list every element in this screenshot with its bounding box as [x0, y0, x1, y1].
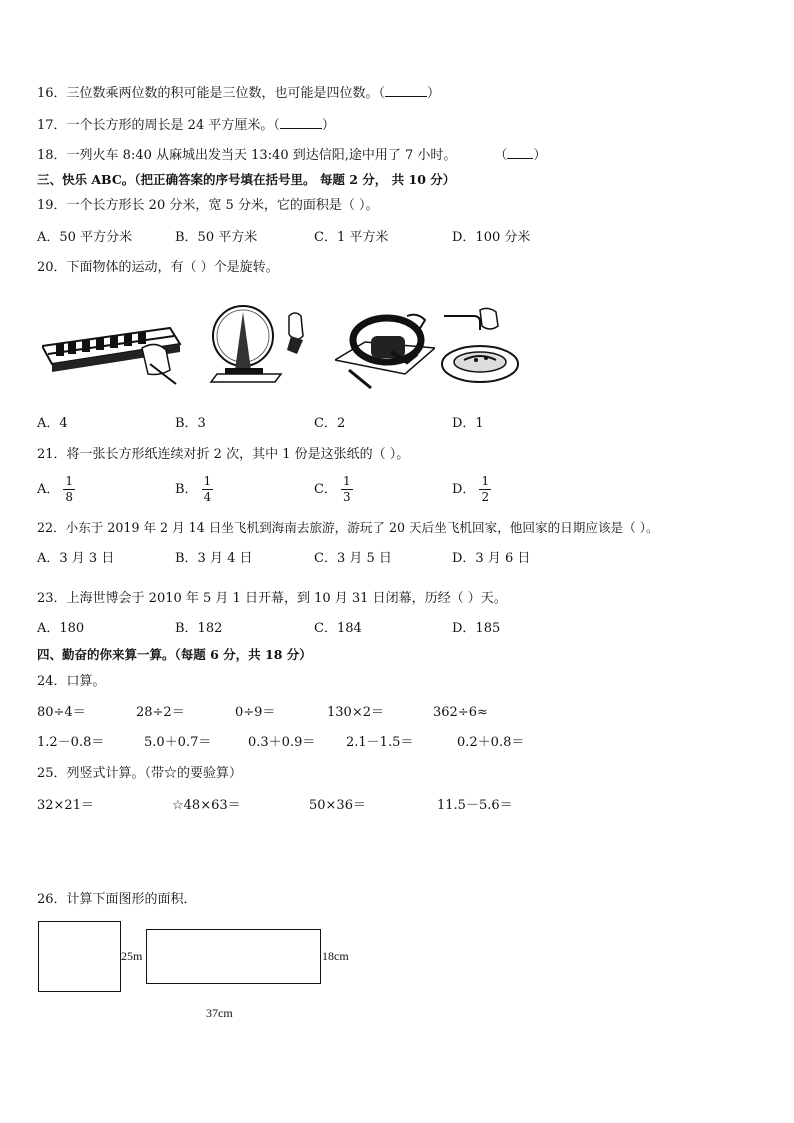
- rectangle-height-label: 18cm: [322, 949, 349, 963]
- q22-option-b[interactable]: B．3 月 4 日: [175, 551, 253, 566]
- question-20-text: 20．下面物体的运动，有（ ）个是旋转。: [37, 260, 279, 275]
- q20-option-d[interactable]: D．1: [452, 416, 484, 431]
- question-17: 17．一个长方形的周长是 24 平方厘米。（ ）: [37, 115, 335, 135]
- faucet-picture: [440, 306, 530, 390]
- oral-calc-item: 0.3＋0.9＝: [248, 735, 316, 750]
- question-19-text: 19．一个长方形长 20 分米，宽 5 分米，它的面积是（ ）。: [37, 198, 379, 213]
- q23-option-c[interactable]: C．184: [314, 621, 362, 636]
- question-17-text: 17．一个长方形的周长是 24 平方厘米。（: [37, 118, 280, 133]
- abacus-picture: [42, 318, 182, 390]
- oral-calc-item: 2.1－1.5＝: [346, 735, 414, 750]
- q21-option-d[interactable]: D． $\frac{1}{2}$: [452, 474, 490, 504]
- oral-calc-item: 28÷2＝: [136, 705, 185, 720]
- q20-option-b[interactable]: B．3: [175, 416, 206, 431]
- q21-option-b[interactable]: B． $\frac{1}{4}$: [175, 474, 212, 504]
- fraction: $\frac{1}{4}$: [203, 474, 212, 504]
- question-23-text: 23．上海世博会于 2010 年 5 月 1 日开幕，到 10 月 31 日闭幕，历经（ ）天。: [37, 591, 507, 606]
- oral-calc-item: 0.2＋0.8＝: [457, 735, 525, 750]
- rectangle-width-label: 37cm: [206, 1006, 233, 1020]
- globe-picture: [205, 302, 317, 386]
- q22-option-c[interactable]: C．3 月 5 日: [314, 551, 392, 566]
- answer-blank-16[interactable]: [385, 83, 427, 97]
- square-figure: [38, 921, 121, 992]
- q21-option-a[interactable]: A． $\frac{1}{8}$: [37, 474, 74, 504]
- q20-option-a[interactable]: A．4: [37, 416, 68, 431]
- answer-blank-18[interactable]: [507, 145, 533, 159]
- q22-option-d[interactable]: D．3 月 6 日: [452, 551, 531, 566]
- section-3-heading: 三、快乐 ABC。（把正确答案的序号填在括号里。 每题 2 分， 共 10 分）: [37, 172, 456, 187]
- q20-option-c[interactable]: C．2: [314, 416, 346, 431]
- rectangle-figure: [146, 929, 321, 984]
- question-26-text: 26．计算下面图形的面积．: [37, 892, 197, 907]
- oral-calc-item: 362÷6≈: [433, 705, 488, 720]
- q23-option-a[interactable]: A．180: [37, 621, 85, 636]
- question-21-text: 21．将一张长方形纸连续对折 2 次，其中 1 份是这张纸的（ ）。: [37, 447, 410, 462]
- q23-option-b[interactable]: B．182: [175, 621, 223, 636]
- oral-calc-item: 130×2＝: [327, 705, 384, 720]
- question-16-text: 16．三位数乘两位数的积可能是三位数，也可能是四位数。（: [37, 86, 386, 101]
- q22-option-a[interactable]: A．3 月 3 日: [37, 551, 115, 566]
- oral-calc-item: 5.0＋0.7＝: [144, 735, 212, 750]
- fraction: $\frac{1}{8}$: [65, 474, 74, 504]
- question-22-text: 22．小东于 2019 年 2 月 14 日坐飞机到海南去旅游，游玩了 20 天后坐飞机回家，他回家的日期应该是（ ）。: [37, 520, 659, 535]
- question-16: 16．三位数乘两位数的积可能是三位数，也可能是四位数。（ ）: [37, 83, 440, 103]
- fraction: $\frac{1}{2}$: [481, 474, 490, 504]
- question-24-text: 24．口算。: [37, 674, 106, 689]
- oral-calc-item: 0÷9＝: [235, 705, 276, 720]
- steering-wheel-picture: [335, 312, 435, 392]
- q19-option-c[interactable]: C．1 平方米: [314, 230, 389, 245]
- oral-calc-item: 1.2－0.8＝: [37, 735, 105, 750]
- q19-option-b[interactable]: B．50 平方米: [175, 230, 258, 245]
- oral-calc-item: 80÷4＝: [37, 705, 86, 720]
- question-25-text: 25．列竖式计算。（带☆的要验算）: [37, 766, 243, 781]
- q19-option-d[interactable]: D．100 分米: [452, 230, 531, 245]
- answer-blank-17[interactable]: [280, 115, 322, 129]
- q19-option-a[interactable]: A．50 平方分米: [37, 230, 133, 245]
- vertical-calc-item: 32×21＝: [37, 798, 94, 813]
- question-18: 18．一列火车 8:40 从麻城出发当天 13:40 到达信阳,途中用了 7 小时。 （ ）: [37, 145, 546, 165]
- question-18-text: 18．一列火车 8:40 从麻城出发当天 13:40 到达信阳,途中用了 7 小时。: [37, 148, 457, 163]
- fraction: $\frac{1}{3}$: [342, 474, 351, 504]
- vertical-calc-item: 50×36＝: [309, 798, 366, 813]
- section-4-heading: 四、勤奋的你来算一算。（每题 6 分，共 18 分）: [37, 647, 312, 662]
- q21-option-c[interactable]: C． $\frac{1}{3}$: [314, 474, 351, 504]
- vertical-calc-item: ☆48×63＝: [172, 798, 241, 813]
- q23-option-d[interactable]: D．185: [452, 621, 501, 636]
- square-side-label: 25m: [121, 949, 143, 963]
- vertical-calc-item: 11.5－5.6＝: [437, 798, 513, 813]
